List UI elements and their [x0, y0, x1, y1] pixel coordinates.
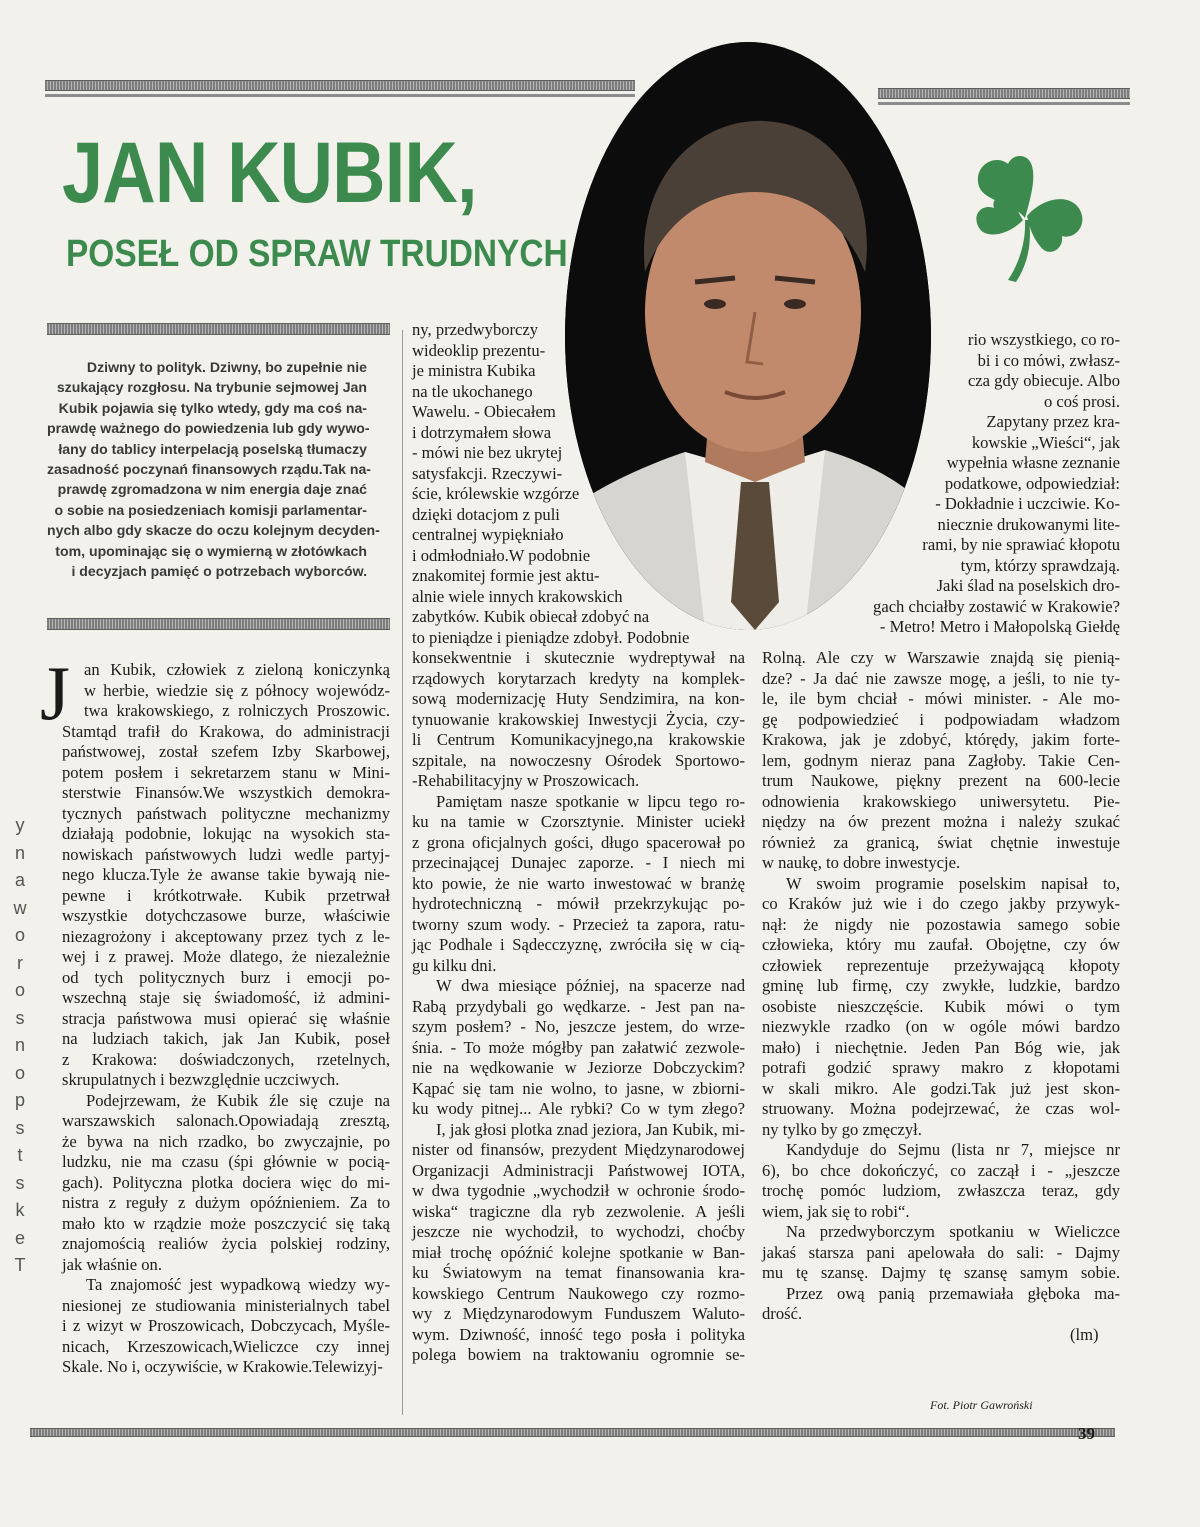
text-line: jąc Podhale i Sądecczyznę, zwróciła się w cią-: [412, 935, 745, 954]
side-label-letter: r: [17, 952, 23, 973]
text-line: Stamtąd trafił do Krakowa, do administracji: [62, 721, 390, 741]
text-line: mało) i niechętnie. Jeden Pan Bóg wie, jak: [762, 1037, 1120, 1057]
lead-line: prawdę ważnego do powiedzenia lub gdy wywo-: [47, 420, 370, 437]
text-line: gę podpowiedzieć i podpowiadam władzom: [762, 709, 1120, 729]
text-line: wideoklip prezentu-: [412, 340, 546, 360]
text-line: - Dokładnie i uczciwie. Ko-: [935, 494, 1120, 513]
text-line: rio wszystkiego, co ro-: [967, 330, 1120, 349]
side-label-letter: s: [15, 1007, 25, 1028]
text-line: ludzku, nie ma czasu (śpi głównie w pocią-: [62, 1152, 390, 1171]
text-line: dzięki dotacjom z puli: [412, 504, 560, 524]
text-line: jeszcze nie wychodził, to wychodzi, choćby: [412, 1222, 745, 1241]
text-line: nister od finansów, prezydent Międzynarodowej: [412, 1140, 745, 1159]
signature: (lm): [1070, 1325, 1099, 1344]
column-2-top: [412, 320, 690, 648]
text-line: 6), bo chce dokończyć, co zaczął i - „jeszcze: [762, 1160, 1120, 1180]
text-line: sową modernizację Huty Sendzimira, na kon-: [412, 689, 745, 708]
text-line: kowskiego Centrum Naukowego czy rozmo-: [412, 1283, 745, 1303]
text-line: -Rehabilitacyjny w Proszowicach.: [412, 771, 640, 790]
column-3-top: [830, 330, 1120, 638]
text-line: wiem, jak się to robi“.: [762, 1201, 910, 1221]
text-line: że bywa na nich rzadko, bo zwyczajnie, po: [62, 1131, 390, 1151]
text-line: osobiste nieszczęście. Kubik mówi o tym: [762, 996, 1120, 1016]
side-label-letter: n: [14, 1035, 25, 1055]
text-line: nowiskach państwowych ludzi wedle partyj-: [62, 844, 390, 864]
text-line: niezwykle rzadko (on w ogóle mówi bardzo: [762, 1017, 1120, 1036]
text-line: działają podobnie, lokując na wysokich sta-: [62, 824, 390, 843]
text-line: mało kto w rządzie może poszczycić się taką: [62, 1213, 390, 1233]
text-line: pewne i krótkotrwałe. Kubik przetrwał: [62, 885, 390, 905]
lead-line: Kubik pojawia się tylko wtedy, gdy ma coś na-: [58, 399, 367, 416]
text-line: polega bowiem na traktowaniu ogromnie se-: [412, 1345, 745, 1364]
text-line: tynuowanie krakowskiej Inwestycji Życia, czy-: [412, 709, 745, 729]
side-label-letter: a: [14, 870, 25, 890]
text-line: tym, którzy sprawdzają.: [960, 555, 1120, 575]
text-line: lem, godnym nieraz pana Zagłoby. Takie Cen-: [762, 750, 1120, 770]
text-line: Przez ową panią przemawiała głęboka ma-: [786, 1283, 1120, 1303]
text-line: nie na wędkowanie w Jeziorze Dobczyckim?: [412, 1058, 745, 1077]
lead-line: prawdę zgromadzona w nim energia daje znać: [57, 481, 367, 498]
text-line: śnia. - To może mógłby pan załatwić zezwole-: [412, 1037, 745, 1057]
text-line: wym. Dziwność, inność tego posła i polityka: [412, 1324, 745, 1344]
text-line: przecinającej Dunajec zaporze. - I niech mi: [412, 853, 745, 872]
text-line: wej i z prawej. Może dlatego, że niezależnie: [62, 947, 390, 966]
text-line: potem posłem i sekretarzem stanu w Mini-: [62, 762, 390, 782]
lead-line: o sobie na posiedzeniach komisji parlamentar-: [54, 501, 367, 518]
text-line: ny, przedwyborczy: [412, 320, 539, 339]
text-line: o coś prosi.: [1043, 391, 1120, 411]
text-line: miał trochę opóźnić kolejne spotkanie w Ban-: [412, 1242, 745, 1262]
text-line: w skali mikro. Ale godzi.Tak już jest skon-: [762, 1078, 1120, 1098]
side-label-letter: p: [14, 1090, 25, 1110]
side-label-letter: w: [13, 897, 27, 918]
text-line: odnowienia krakowskiego uniwersytetu. Pie-: [762, 791, 1120, 811]
text-line: tycznych państwach polityczne mechanizmy: [62, 803, 390, 823]
text-line: w herbie, wiedzie się z północy wojewódz-: [84, 680, 390, 700]
text-line: co Kraków już wie i do czego jakby przywyk-: [762, 894, 1120, 913]
text-line: ku na tamie w Czorsztynie. Minister uciekł: [412, 812, 745, 831]
text-line: je ministra Kubika: [412, 361, 536, 380]
text-line: nął: że nigdy nie pozostawia samego sobie: [762, 914, 1120, 934]
text-line: szym posłem? - No, jeszcze jestem, do wrze-: [412, 1017, 745, 1036]
text-line: w dwa tygodnie „wychodził w ochronie środo-: [412, 1181, 745, 1200]
side-label-letter: k: [15, 1200, 25, 1220]
column-3: [762, 648, 1120, 1325]
lead-rule-top: [47, 323, 390, 335]
text-line: rami, by nie sprawiać kłopotu: [922, 535, 1120, 554]
text-line: Organizacji Administracji Państwowej IOTA,: [412, 1160, 745, 1180]
lead-line: i decyzjach pamięć o potrzebach wyborców.: [71, 563, 367, 580]
text-line: człowiek reprezentuje przeżywającą kłopoty: [762, 955, 1120, 975]
text-line: trochę pomóc ludziom, zwłaszcza teraz, gdy: [762, 1181, 1120, 1200]
text-line: potrafi godzić sprawy makro z kłopotami: [762, 1058, 1120, 1077]
top-rule-right: [878, 88, 1130, 99]
side-label-letter: s: [15, 1172, 25, 1193]
text-line: Zapytany przez kra-: [986, 412, 1120, 431]
text-line: - mówi nie bez ukrytej: [412, 443, 563, 462]
text-line: od tych politycznych burz i emocji po-: [62, 967, 390, 987]
side-label-letter: s: [15, 1117, 25, 1138]
side-label-sponsored: [8, 812, 32, 1280]
text-line: z Krakowa: doświadczonych, rzetelnych,: [62, 1049, 390, 1069]
text-line: rządowych korytarzach kredyty na komplek-: [412, 668, 745, 688]
text-line: stracja państwowa musi opierać się właśnie: [62, 1008, 390, 1028]
text-line: na tle ukochanego: [412, 381, 533, 401]
text-line: drość.: [762, 1304, 803, 1323]
text-line: podatkowe, odpowiedział:: [944, 473, 1120, 493]
text-line: Jaki ślad na poselskich dro-: [936, 576, 1120, 595]
text-line: również za granicą, świat chętnie inwestuje: [762, 832, 1120, 852]
text-line: Ta znajomość jest wypadkową wiedzy wy-: [86, 1275, 390, 1294]
text-line: Skale. No i, oczywiście, w Krakowie.Telewizyj-: [62, 1357, 383, 1376]
side-label-letter: o: [14, 925, 25, 945]
lead-line: zasadność poczynań finansowych rządu.Tak na-: [47, 461, 371, 478]
text-line: an Kubik, człowiek z zieloną koniczynką: [84, 660, 390, 679]
lead-line: tom, upominając się o wymierną w złotówkach: [55, 542, 367, 559]
text-line: niędzy na ów prezent można i należy szukać: [762, 812, 1120, 831]
text-line: niecznie drukowanymi lite-: [937, 514, 1120, 534]
text-line: w naukę, to dobre inwestycje.: [762, 853, 961, 872]
text-line: tworny szum wody. - Przecież ta zapora, ratu-: [412, 914, 745, 934]
text-line: państwowej, został szefem Izby Skarbowej,: [62, 742, 390, 761]
top-rule-left: [45, 80, 635, 91]
drop-cap: J: [40, 650, 70, 736]
text-line: niezagrożony i akceptowany przez tych z le-: [62, 926, 390, 946]
text-line: nego klucza.Tyle że awanse takie bywają nie-: [62, 865, 390, 884]
text-line: warszawskich salonach.Opowiadają zresztą,: [62, 1111, 390, 1130]
headline-subtitle: POSEŁ OD SPRAW TRUDNYCH: [66, 233, 568, 275]
text-line: niesionej ze studiowania ministerialnych tabel: [62, 1295, 390, 1315]
text-line: zabytków. Kubik obiecał zdobyć na: [412, 607, 650, 626]
bottom-rule: [30, 1428, 1115, 1437]
text-line: hydrotechniczną - mówił przekrzykując po-: [412, 894, 745, 913]
side-label-letter: e: [14, 1227, 25, 1248]
text-line: Kandyduje do Sejmu (lista nr 7, miejsce nr: [786, 1140, 1120, 1159]
lead-rule-bottom: [47, 618, 390, 630]
text-line: skrupulatnych i bezwzględnie uczciwych.: [62, 1070, 340, 1089]
column-1: [62, 660, 390, 1378]
text-line: nicach, Krzeszowicach,Wieliczce czy innej: [62, 1336, 390, 1356]
text-line: trum Naukowe, piękny prezent na 600-lecie: [762, 771, 1120, 790]
text-line: z grona oficjalnych gości, długo spacerował po: [412, 832, 745, 852]
text-line: wy z Międzynarodowym Funduszem Waluto-: [412, 1304, 745, 1323]
page-number: 39: [1078, 1424, 1095, 1443]
top-rule-right-thin: [878, 102, 1130, 105]
photo-credit: Fot. Piotr Gawroński: [930, 1398, 1033, 1412]
text-line: ku wody pitnej... Ale rybki? Co w tym złego?: [412, 1099, 745, 1118]
text-line: Wawelu. - Obiecałem: [412, 402, 556, 421]
text-line: gminę lub firmę, czy zwykłe, ludzkie, bardzo: [762, 976, 1120, 995]
text-line: wiska“ tragiczne dla ryb zezwolenie. A jeśli: [412, 1201, 745, 1221]
text-line: to pieniądze i pieniądze zdobył. Podobnie: [412, 627, 690, 647]
text-line: Podejrzewam, że Kubik źle się czuje na: [86, 1090, 390, 1110]
top-rule-left-thin: [45, 94, 635, 97]
side-label-letter: n: [14, 842, 25, 863]
text-line: le, ile bym chciał - mówi minister. - Ale mo-: [762, 689, 1120, 708]
text-line: i z wizyt w Proszowicach, Dobczycach, Myśle-: [62, 1316, 390, 1335]
side-label-letter: t: [17, 1145, 23, 1165]
text-line: centralnej wypiękniało: [412, 525, 564, 544]
lead-line: szukający rozgłosu. Na trybunie sejmowej Jan: [56, 379, 367, 396]
side-label-letter: y: [15, 815, 25, 835]
text-line: ku Światowym na temat finansowania kra-: [412, 1263, 745, 1282]
text-line: Krakowa, jak je zdobyć, którędy, jakim forte-: [762, 730, 1120, 749]
text-line: Na przedwyborczym spotkaniu w Wieliczce: [786, 1222, 1120, 1241]
text-line: znakomitej formie jest aktu-: [412, 566, 600, 585]
text-line: gu kilku dni.: [412, 955, 497, 975]
text-line: I, jak głosi plotka znad jeziora, Jan Kubik, mi-: [436, 1119, 745, 1139]
text-line: kowskie „Wieści“, jak: [971, 432, 1120, 452]
text-line: struowany. Można podejrzewać, że czas wol-: [762, 1099, 1120, 1118]
text-line: alnie wiele innych krakowskich: [412, 586, 623, 606]
text-line: twa krakowskiego, z rolniczych Proszowic.: [84, 701, 390, 720]
text-line: wypełnia własne zeznanie: [946, 453, 1120, 472]
lead-line: łany do tablicy interpelacją poselską tłumaczy: [58, 440, 367, 457]
text-line: W swoim programie poselskim napisał to,: [786, 873, 1120, 893]
text-line: gach chciałby zostawić w Krakowie?: [873, 596, 1120, 616]
text-line: Rabą przydybali go wędkarze. - Jest pan na-: [412, 996, 745, 1016]
text-line: ny tylko by go zmęczył.: [762, 1119, 922, 1139]
headline-title: JAN KUBIK,: [62, 125, 477, 221]
text-line: - Metro! Metro i Małopolską Giełdę: [879, 617, 1120, 636]
side-label-letter: T: [14, 1255, 26, 1275]
side-label-letter: o: [14, 1062, 25, 1083]
text-line: cza gdy obiecuje. Albo: [967, 371, 1120, 390]
column-2: [412, 648, 745, 1366]
text-line: jakaś starsza pani apelowała do sali: - Dajmy: [762, 1242, 1120, 1262]
text-line: jak właśnie on.: [62, 1254, 163, 1274]
clover-icon: [950, 140, 1100, 290]
text-line: wszechną staje się świadomość, iż admini-: [62, 988, 390, 1007]
text-line: i dotrzymałem słowa: [412, 422, 552, 442]
text-line: i odmłodniało.W podobnie: [412, 545, 591, 565]
text-line: bi i co mówi, zwłasz-: [977, 350, 1120, 370]
text-line: mu tę szansę. Dajmy tę szansę samym sobie.: [762, 1263, 1120, 1282]
lead-line: Dziwny to polityk. Dziwny, bo zupełnie nie: [86, 359, 367, 375]
text-line: kto powie, że nie warto inwestować w branżę: [412, 873, 745, 893]
text-line: Rolną. Ale czy w Warszawie znajdą się pienią-: [762, 648, 1120, 667]
lead-paragraph: [47, 357, 380, 581]
side-label-letter: o: [14, 980, 25, 1000]
text-line: satysfakcji. Rzeczywi-: [412, 463, 563, 483]
text-line: znajomością realiów życia polskiej rodziny,: [62, 1234, 390, 1253]
text-line: Kąpać się tam nie wolno, to jasne, w zbiorni-: [412, 1078, 745, 1098]
text-line: li Centrum Komunikacyjnego,na krakowskie: [412, 730, 745, 749]
text-line: Pamiętam nasze spotkanie w lipcu tego ro-: [436, 791, 745, 811]
text-line: sterstwie Finansów.We wszystkich demokra-: [62, 783, 390, 802]
text-line: na ludziach takich, jak Jan Kubik, poseł: [62, 1029, 390, 1048]
text-line: gach). Polityczna plotka dociera więc do mi-: [62, 1172, 390, 1192]
text-line: konsekwentnie i skutecznie wydreptywał na: [412, 648, 745, 667]
text-line: dze? - Ja dać nie zawsze mogę, a jeśli, to nie ty-: [762, 668, 1120, 688]
text-line: wszystkie dotychczasowe burze, właściwie: [62, 906, 390, 925]
text-line: człowieka, który mu zaufał. Obojętne, czy ów: [762, 935, 1120, 954]
text-line: szpitale, na nowoczesny Ośrodek Sportowo-: [412, 750, 745, 770]
lead-line: nych albo gdy skacze do oczu kolejnym decyden-: [47, 522, 380, 539]
text-line: W dwa miesiące później, na spacerze nad: [436, 976, 745, 995]
text-line: nistra z reguły z dużym opóźnieniem. Za to: [62, 1193, 390, 1212]
text-line: ście, królewskie wzgórze: [412, 484, 580, 503]
column-separator: [402, 330, 403, 1415]
